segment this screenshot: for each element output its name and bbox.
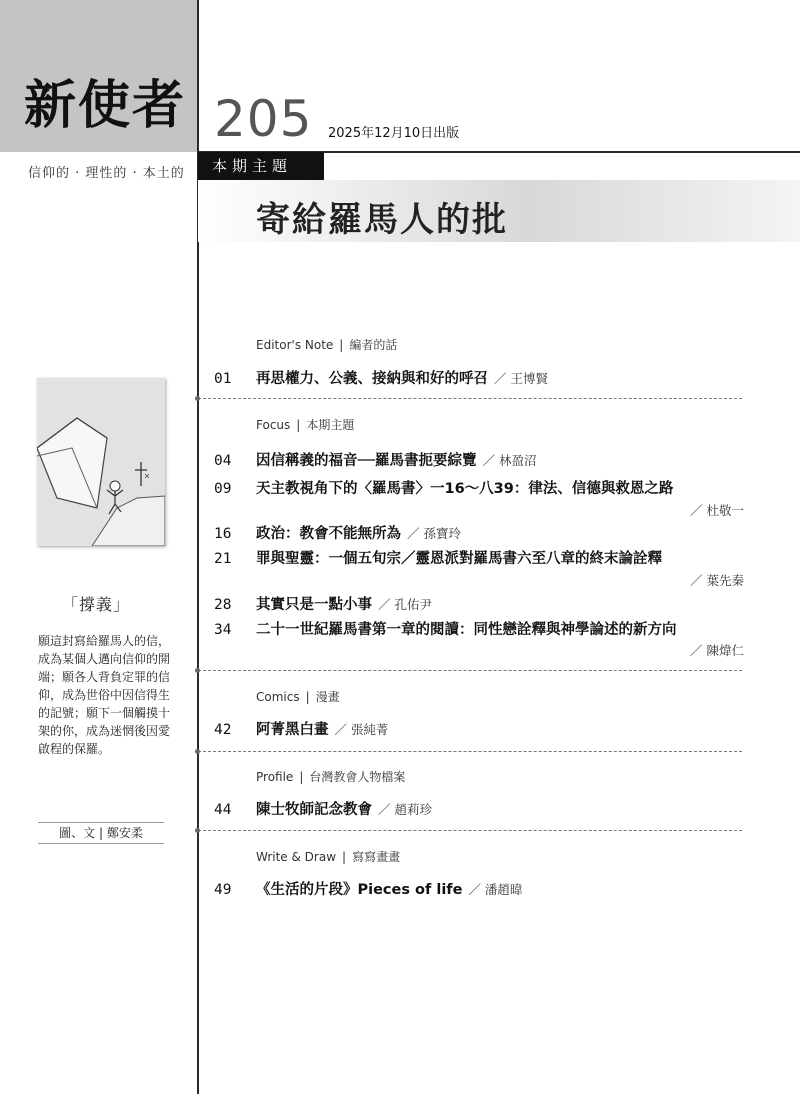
toc-page: 42	[214, 722, 232, 738]
issue-number: 205	[214, 90, 313, 148]
toc-entry[interactable]	[214, 798, 432, 819]
toc-author: ／ 王博賢	[494, 371, 548, 386]
toc-entry[interactable]	[214, 477, 673, 498]
toc-page: 04	[214, 453, 232, 469]
theme-tag: 本期主題	[198, 152, 324, 180]
envelope-figure-illustration	[37, 378, 165, 546]
cover-art-title: 「撐義」	[62, 595, 131, 614]
toc-author: ／ 陳煒仁	[690, 643, 744, 658]
toc-author: ／ 趙莉珍	[378, 802, 432, 817]
left-column	[0, 0, 198, 1094]
section-label-zh: 台灣教會人物檔案	[309, 770, 406, 784]
toc-author: ／ 葉先秦	[690, 573, 744, 588]
publication-date: 2025年12月10日出版	[328, 126, 460, 141]
section-header-write-draw	[256, 848, 400, 865]
toc-entry[interactable]	[214, 522, 461, 543]
toc-entry[interactable]	[214, 449, 536, 470]
toc-title: 天主教視角下的〈羅馬書〉一16～八39：律法、信德與救恩之路	[256, 481, 674, 497]
section-label-zh: 漫畫	[315, 690, 340, 704]
toc-title: 罪與聖靈：一個五旬宗／靈恩派對羅馬書六至八章的終末論詮釋	[256, 551, 662, 567]
section-header-profile	[256, 768, 405, 785]
section-label-zh: 編者的話	[349, 338, 398, 352]
toc-page: 49	[214, 882, 232, 898]
toc-entry[interactable]	[214, 547, 662, 568]
cover-art-credit: 圖、文 | 鄭安柔	[38, 822, 164, 844]
section-divider	[198, 398, 742, 399]
toc-page: 28	[214, 597, 232, 613]
toc-author: ／ 孫寶玲	[407, 526, 461, 541]
toc-page: 01	[214, 371, 232, 387]
toc-page: 34	[214, 622, 232, 638]
toc-author: ／ 潘趙暐	[468, 882, 523, 897]
cover-illustration	[37, 378, 165, 546]
toc-title: 其實只是一點小事	[256, 597, 372, 613]
toc-author: ／ 杜敬一	[690, 503, 744, 518]
section-divider	[198, 670, 742, 671]
section-separator: |	[296, 418, 301, 432]
section-separator: |	[305, 690, 310, 704]
toc-title: 《生活的片段》Pieces of life	[256, 882, 463, 898]
section-header-comics	[256, 688, 340, 705]
section-divider	[198, 751, 742, 752]
toc-page: 44	[214, 802, 232, 818]
theme-title: 寄給羅馬人的批	[256, 200, 508, 240]
section-divider	[198, 830, 742, 831]
section-header-focus	[256, 416, 354, 433]
toc-title: 政治：教會不能無所為	[256, 526, 401, 542]
toc-entry[interactable]	[214, 718, 388, 739]
toc-author: ／ 張純菁	[334, 722, 389, 737]
toc-title: 因信稱義的福音──羅馬書扼要綜覽	[256, 453, 477, 469]
section-label-en: Editor's Note	[256, 338, 334, 352]
section-label-en: Write & Draw	[256, 850, 337, 864]
toc-title: 阿菁黑白畫	[256, 722, 329, 738]
toc-author: ／ 林盈沼	[482, 453, 537, 468]
section-header-editor	[256, 336, 397, 353]
section-separator: |	[339, 338, 344, 352]
toc-entry[interactable]	[214, 367, 548, 388]
toc-title: 再思權力、公義、接納與和好的呼召	[256, 371, 488, 387]
toc-entry[interactable]	[214, 593, 432, 614]
toc-entry[interactable]	[214, 618, 677, 639]
section-label-en: Profile	[256, 770, 294, 784]
magazine-logo: 新使者	[24, 75, 187, 136]
section-label-en: Focus	[256, 418, 291, 432]
toc-page: 16	[214, 526, 232, 542]
toc-page: 21	[214, 551, 232, 567]
section-label-zh: 寫寫畫畫	[352, 850, 401, 864]
toc-author: ／ 孔佑尹	[378, 597, 432, 612]
section-separator: |	[299, 770, 304, 784]
magazine-motto: 信仰的 · 理性的 · 本土的	[28, 166, 185, 181]
toc-title: 陳士牧師記念教會	[256, 802, 372, 818]
cover-art-description: 願這封寫給羅馬人的信，成為某個人邁向信仰的開端；願各人背負定罪的信仰，成為世俗中因信得生的記號；願下一個觸摸十架的你，成為迷惘後因愛啟程的保羅。	[38, 634, 171, 756]
section-separator: |	[342, 850, 347, 864]
section-label-zh: 本期主題	[306, 418, 355, 432]
toc-title: 二十一世紀羅馬書第一章的閱讀：同性戀詮釋與神學論述的新方向	[256, 622, 677, 638]
section-label-en: Comics	[256, 690, 300, 704]
toc-page: 09	[214, 481, 232, 497]
toc-entry[interactable]	[214, 878, 522, 899]
